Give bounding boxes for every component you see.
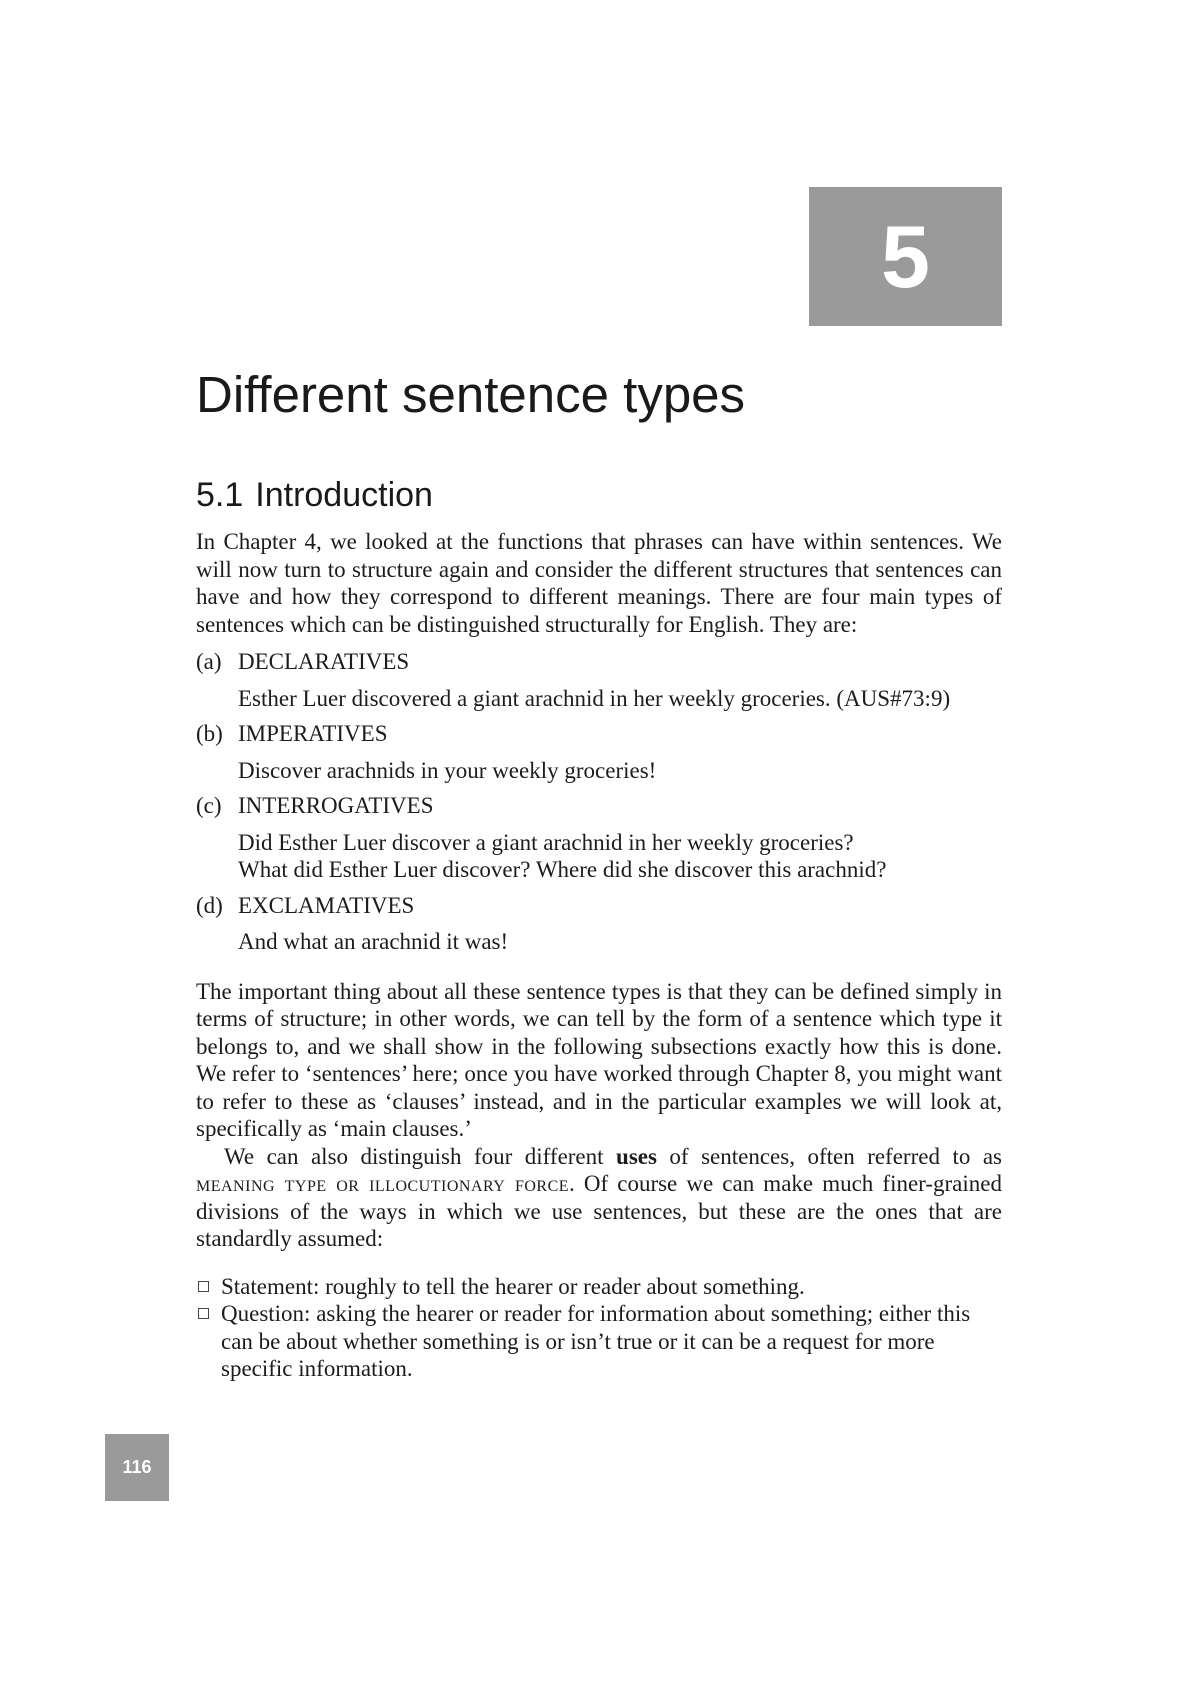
page-number-box (105, 1434, 169, 1501)
chapter-number: 5 (881, 207, 930, 306)
item-letter: (a) (196, 649, 222, 674)
sentence-type-item (196, 648, 1002, 712)
example-line: And what an arachnid it was! (238, 929, 509, 954)
bullet-text: Question: asking the hearer or reader for information about something; either this can be about whether something is or isn’t true or it can be a request for more specific information. (221, 1301, 971, 1381)
body-text (196, 528, 1002, 1383)
example-sentence (238, 757, 1002, 785)
example-line: Discover arachnids in your weekly groceries! (238, 757, 657, 783)
example-sentence (238, 829, 1002, 884)
item-label: INTERROGATIVES (238, 793, 434, 818)
page-number: 116 (122, 1457, 152, 1477)
sentence-type-item (196, 892, 1002, 956)
item-letter: (d) (196, 892, 223, 918)
paragraph-text: . Of course we can make much finer-grained divisions of the ways in which we use sentences, but these are the ones that are standardly assumed: (196, 1171, 1002, 1251)
bold-term: uses (616, 1143, 657, 1169)
smallcaps-term: meaning type or illocutionary force (196, 1171, 570, 1196)
paragraph-sentence-uses (196, 1143, 1002, 1253)
square-bullet-icon (198, 1281, 209, 1292)
item-label: EXCLAMATIVES (238, 892, 415, 918)
section-title: Introduction (255, 476, 433, 514)
sentence-type-item (196, 792, 1002, 884)
chapter-number-box (809, 187, 1002, 326)
sentence-type-item (196, 720, 1002, 784)
example-sentence (238, 685, 1002, 713)
item-label: IMPERATIVES (238, 721, 388, 746)
section-number: 5.1 (196, 476, 244, 514)
square-bullet-icon (198, 1308, 209, 1319)
sentence-type-list (196, 648, 1002, 956)
section-heading (196, 472, 433, 518)
chapter-title: Different sentence types (196, 366, 746, 423)
example-line: Did Esther Luer discover a giant arachnid in her weekly groceries? (238, 829, 854, 855)
example-line: What did Esther Luer discover? Where did she discover this arachnid? (238, 857, 887, 882)
bullet-text: Statement: roughly to tell the hearer or reader about something. (221, 1273, 805, 1299)
paragraph-text: We can also distinguish four different (224, 1143, 617, 1169)
item-label: DECLARATIVES (238, 649, 410, 674)
list-item (196, 1300, 1002, 1383)
example-line: Esther Luer discovered a giant arachnid in her weekly groceries. (AUS#73:9) (238, 685, 951, 711)
intro-paragraph: In Chapter 4, we looked at the functions that phrases can have within sentences. We will now turn to structure again and consider the different structures that sentences can have and how they correspond to different meanings. There are four main types of sentences which can be distinguished structurally for English. They are: (196, 529, 1002, 637)
uses-list (196, 1273, 1002, 1383)
list-item (196, 1273, 1002, 1301)
item-letter: (c) (196, 793, 222, 818)
example-sentence (238, 928, 1002, 956)
item-letter: (b) (196, 721, 223, 746)
paragraph-text: of sentences, often referred to as (656, 1143, 1002, 1169)
paragraph-sentence-structure: The important thing about all these sentence types is that they can be defined simply in terms of structure; in other words, we can tell by the form of a sentence which type it belongs to, and we shall show in the following subsections exactly how this is done. We refer to ‘sentences’ here; once you have worked through Chapter 8, you might want to refer to these as ‘clauses’ instead, and in the particular examples we will look at, specifically as ‘main clauses.’ (196, 978, 1002, 1141)
